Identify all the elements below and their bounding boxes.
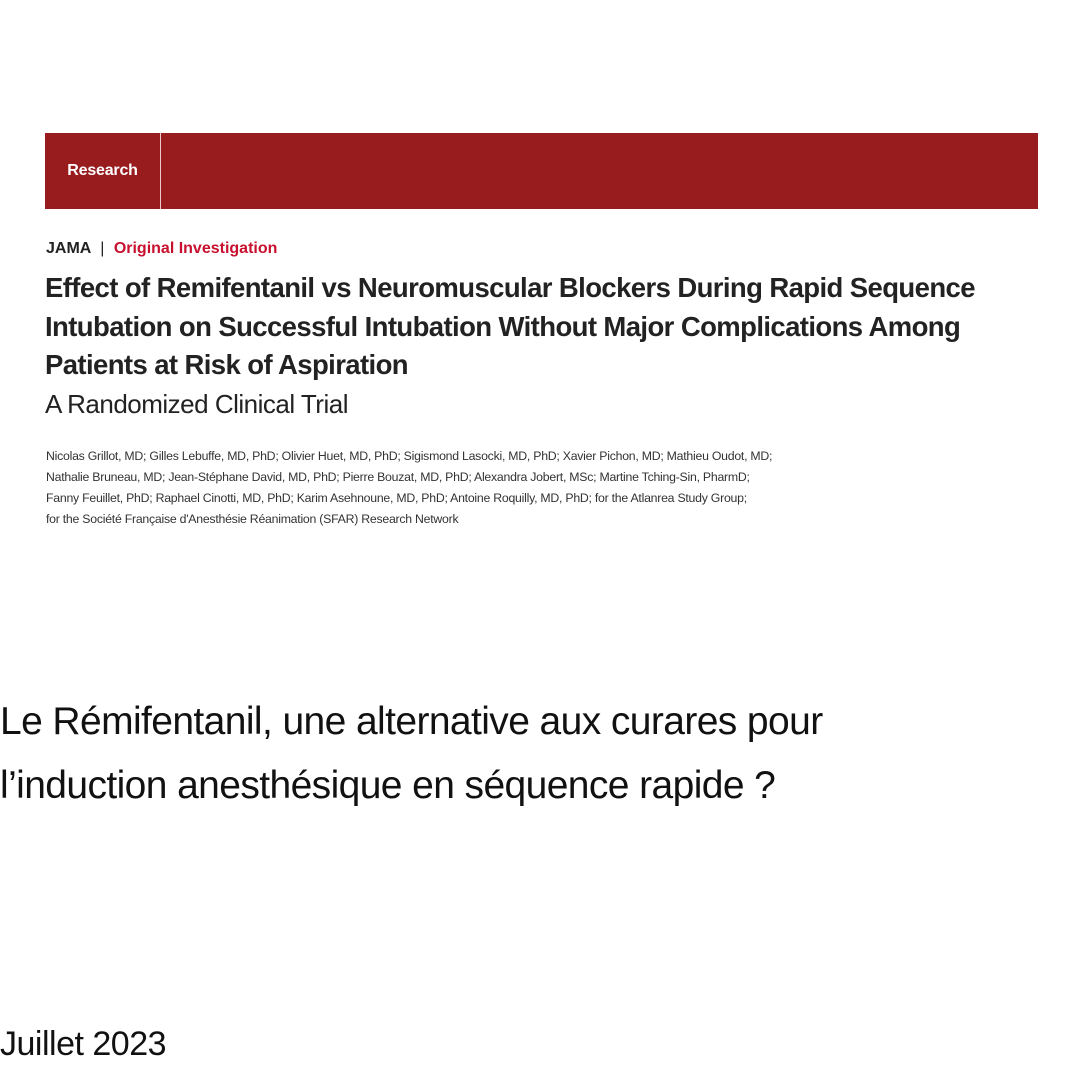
section-tab xyxy=(45,133,161,209)
headline-line: l’induction anesthésique en séquence rapide ? xyxy=(0,764,776,807)
section-banner xyxy=(45,133,1038,209)
publication-date: Juillet 2023 xyxy=(0,1025,167,1063)
article-type: Original Investigation xyxy=(113,240,278,257)
author-line: Nathalie Bruneau, MD; Jean-Stéphane David, MD, PhD; Pierre Bouzat, MD, PhD; Alexandra Jobert, MSc; Martine Tching-Sin, PharmD; xyxy=(46,470,750,484)
author-line: for the Société Française d'Anesthésie Réanimation (SFAR) Research Network xyxy=(46,512,459,526)
journal-line xyxy=(46,240,277,258)
article-subtitle: A Randomized Clinical Trial xyxy=(45,389,348,419)
author-line: Nicolas Grillot, MD; Gilles Lebuffe, MD, PhD; Olivier Huet, MD, PhD; Sigismond Lasocki, MD, PhD; Xavier Pichon, MD; Mathieu Oudot, MD; xyxy=(46,449,773,463)
post-headline xyxy=(0,690,1075,818)
journal-name: JAMA xyxy=(46,240,91,257)
journal-separator: | xyxy=(100,240,105,257)
section-label: Research xyxy=(67,162,138,179)
headline-line: Le Rémifentanil, une alternative aux curares pour xyxy=(0,700,823,743)
author-line: Fanny Feuillet, PhD; Raphael Cinotti, MD, PhD; Karim Asehnoune, MD, PhD; Antoine Roquilly, MD, PhD; for the Atlanrea Study Group; xyxy=(46,491,747,505)
author-list xyxy=(46,446,1036,530)
article-title: Effect of Remifentanil vs Neuromuscular Blockers During Rapid Sequence Intubation on Successful Intubation Without Major Complications Among Patients at Risk of Aspiration xyxy=(45,272,975,380)
